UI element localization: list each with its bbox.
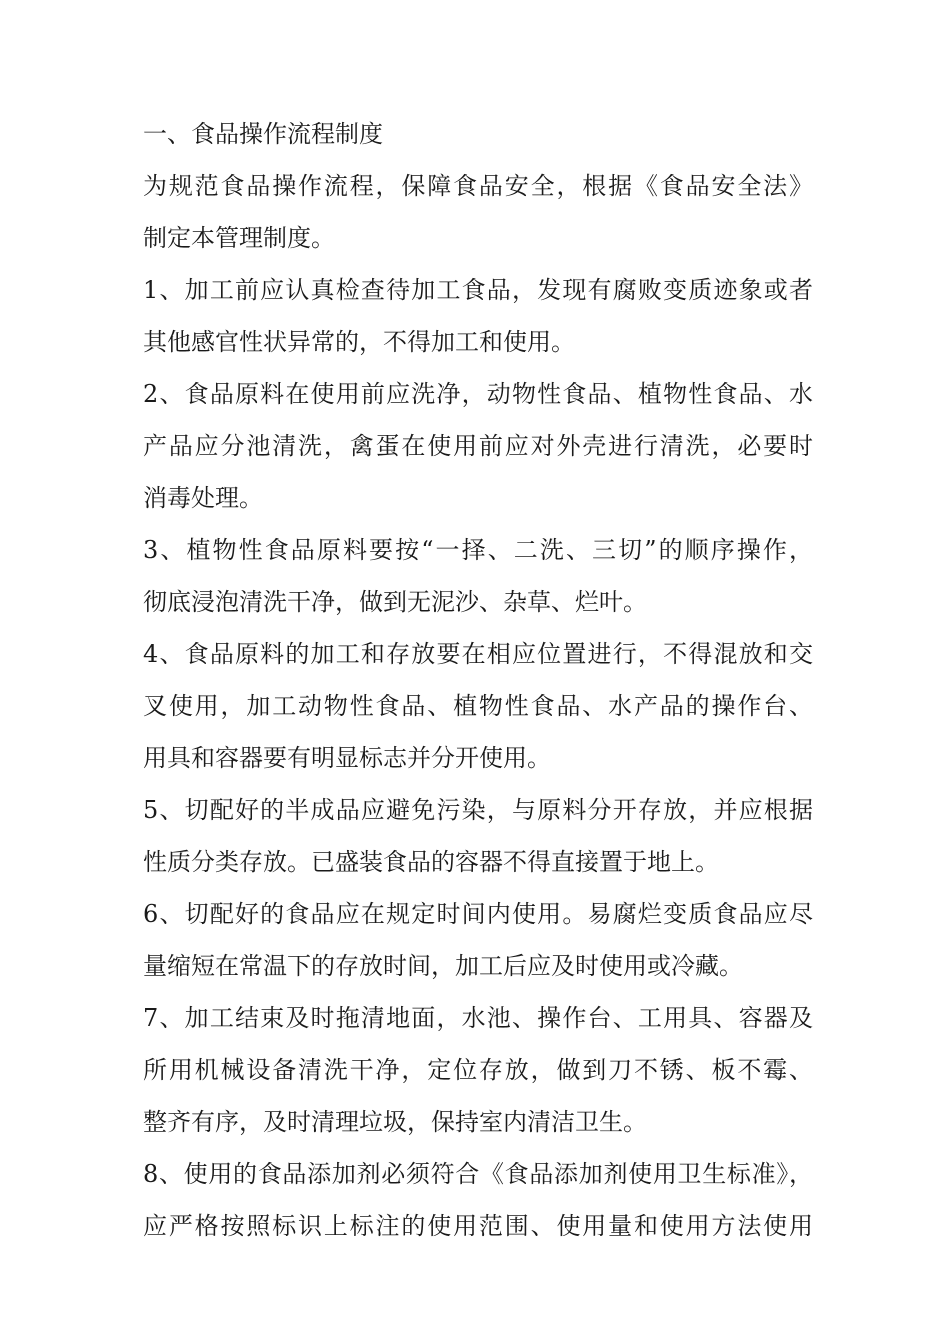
text-line: 应严格按照标识上标注的使用范围、使用量和使用方法使用	[143, 1212, 813, 1240]
text-line: 整齐有序，及时清理垃圾，保持室内清洁卫生。	[143, 1108, 647, 1136]
text-line: 性质分类存放。已盛装食品的容器不得直接置于地上。	[143, 848, 719, 876]
text-line: 4、食品原料的加工和存放要在相应位置进行，不得混放和交	[143, 640, 813, 668]
text-line: 用具和容器要有明显标志并分开使用。	[143, 744, 551, 772]
text-line: 6、切配好的食品应在规定时间内使用。易腐烂变质食品应尽	[143, 900, 813, 928]
text-line: 产品应分池清洗，禽蛋在使用前应对外壳进行清洗，必要时	[143, 432, 813, 460]
text-line: 彻底浸泡清洗干净，做到无泥沙、杂草、烂叶。	[143, 588, 647, 616]
text-line: 2、食品原料在使用前应洗净，动物性食品、植物性食品、水	[143, 380, 813, 408]
document-body	[143, 108, 813, 1252]
section-heading: 一、食品操作流程制度	[143, 120, 383, 148]
text-line: 为规范食品操作流程，保障食品安全，根据《食品安全法》	[143, 172, 813, 200]
text-line: 8、使用的食品添加剂必须符合《食品添加剂使用卫生标准》，	[143, 1160, 813, 1188]
text-line: 7、加工结束及时拖清地面，水池、操作台、工用具、容器及	[143, 1004, 813, 1032]
text-line: 制定本管理制度。	[143, 224, 335, 252]
text-line: 叉使用，加工动物性食品、植物性食品、水产品的操作台、	[143, 692, 813, 720]
text-line: 1、加工前应认真检查待加工食品，发现有腐败变质迹象或者	[143, 276, 813, 304]
text-line: 5、切配好的半成品应避免污染，与原料分开存放，并应根据	[143, 796, 813, 824]
text-line: 所用机械设备清洗干净，定位存放，做到刀不锈、板不霉、	[143, 1056, 813, 1084]
text-line: 其他感官性状异常的，不得加工和使用。	[143, 328, 575, 356]
text-line: 量缩短在常温下的存放时间，加工后应及时使用或冷藏。	[143, 952, 743, 980]
text-line: 3、植物性食品原料要按“一择、二洗、三切”的顺序操作，	[143, 536, 813, 564]
text-line: 消毒处理。	[143, 484, 263, 512]
